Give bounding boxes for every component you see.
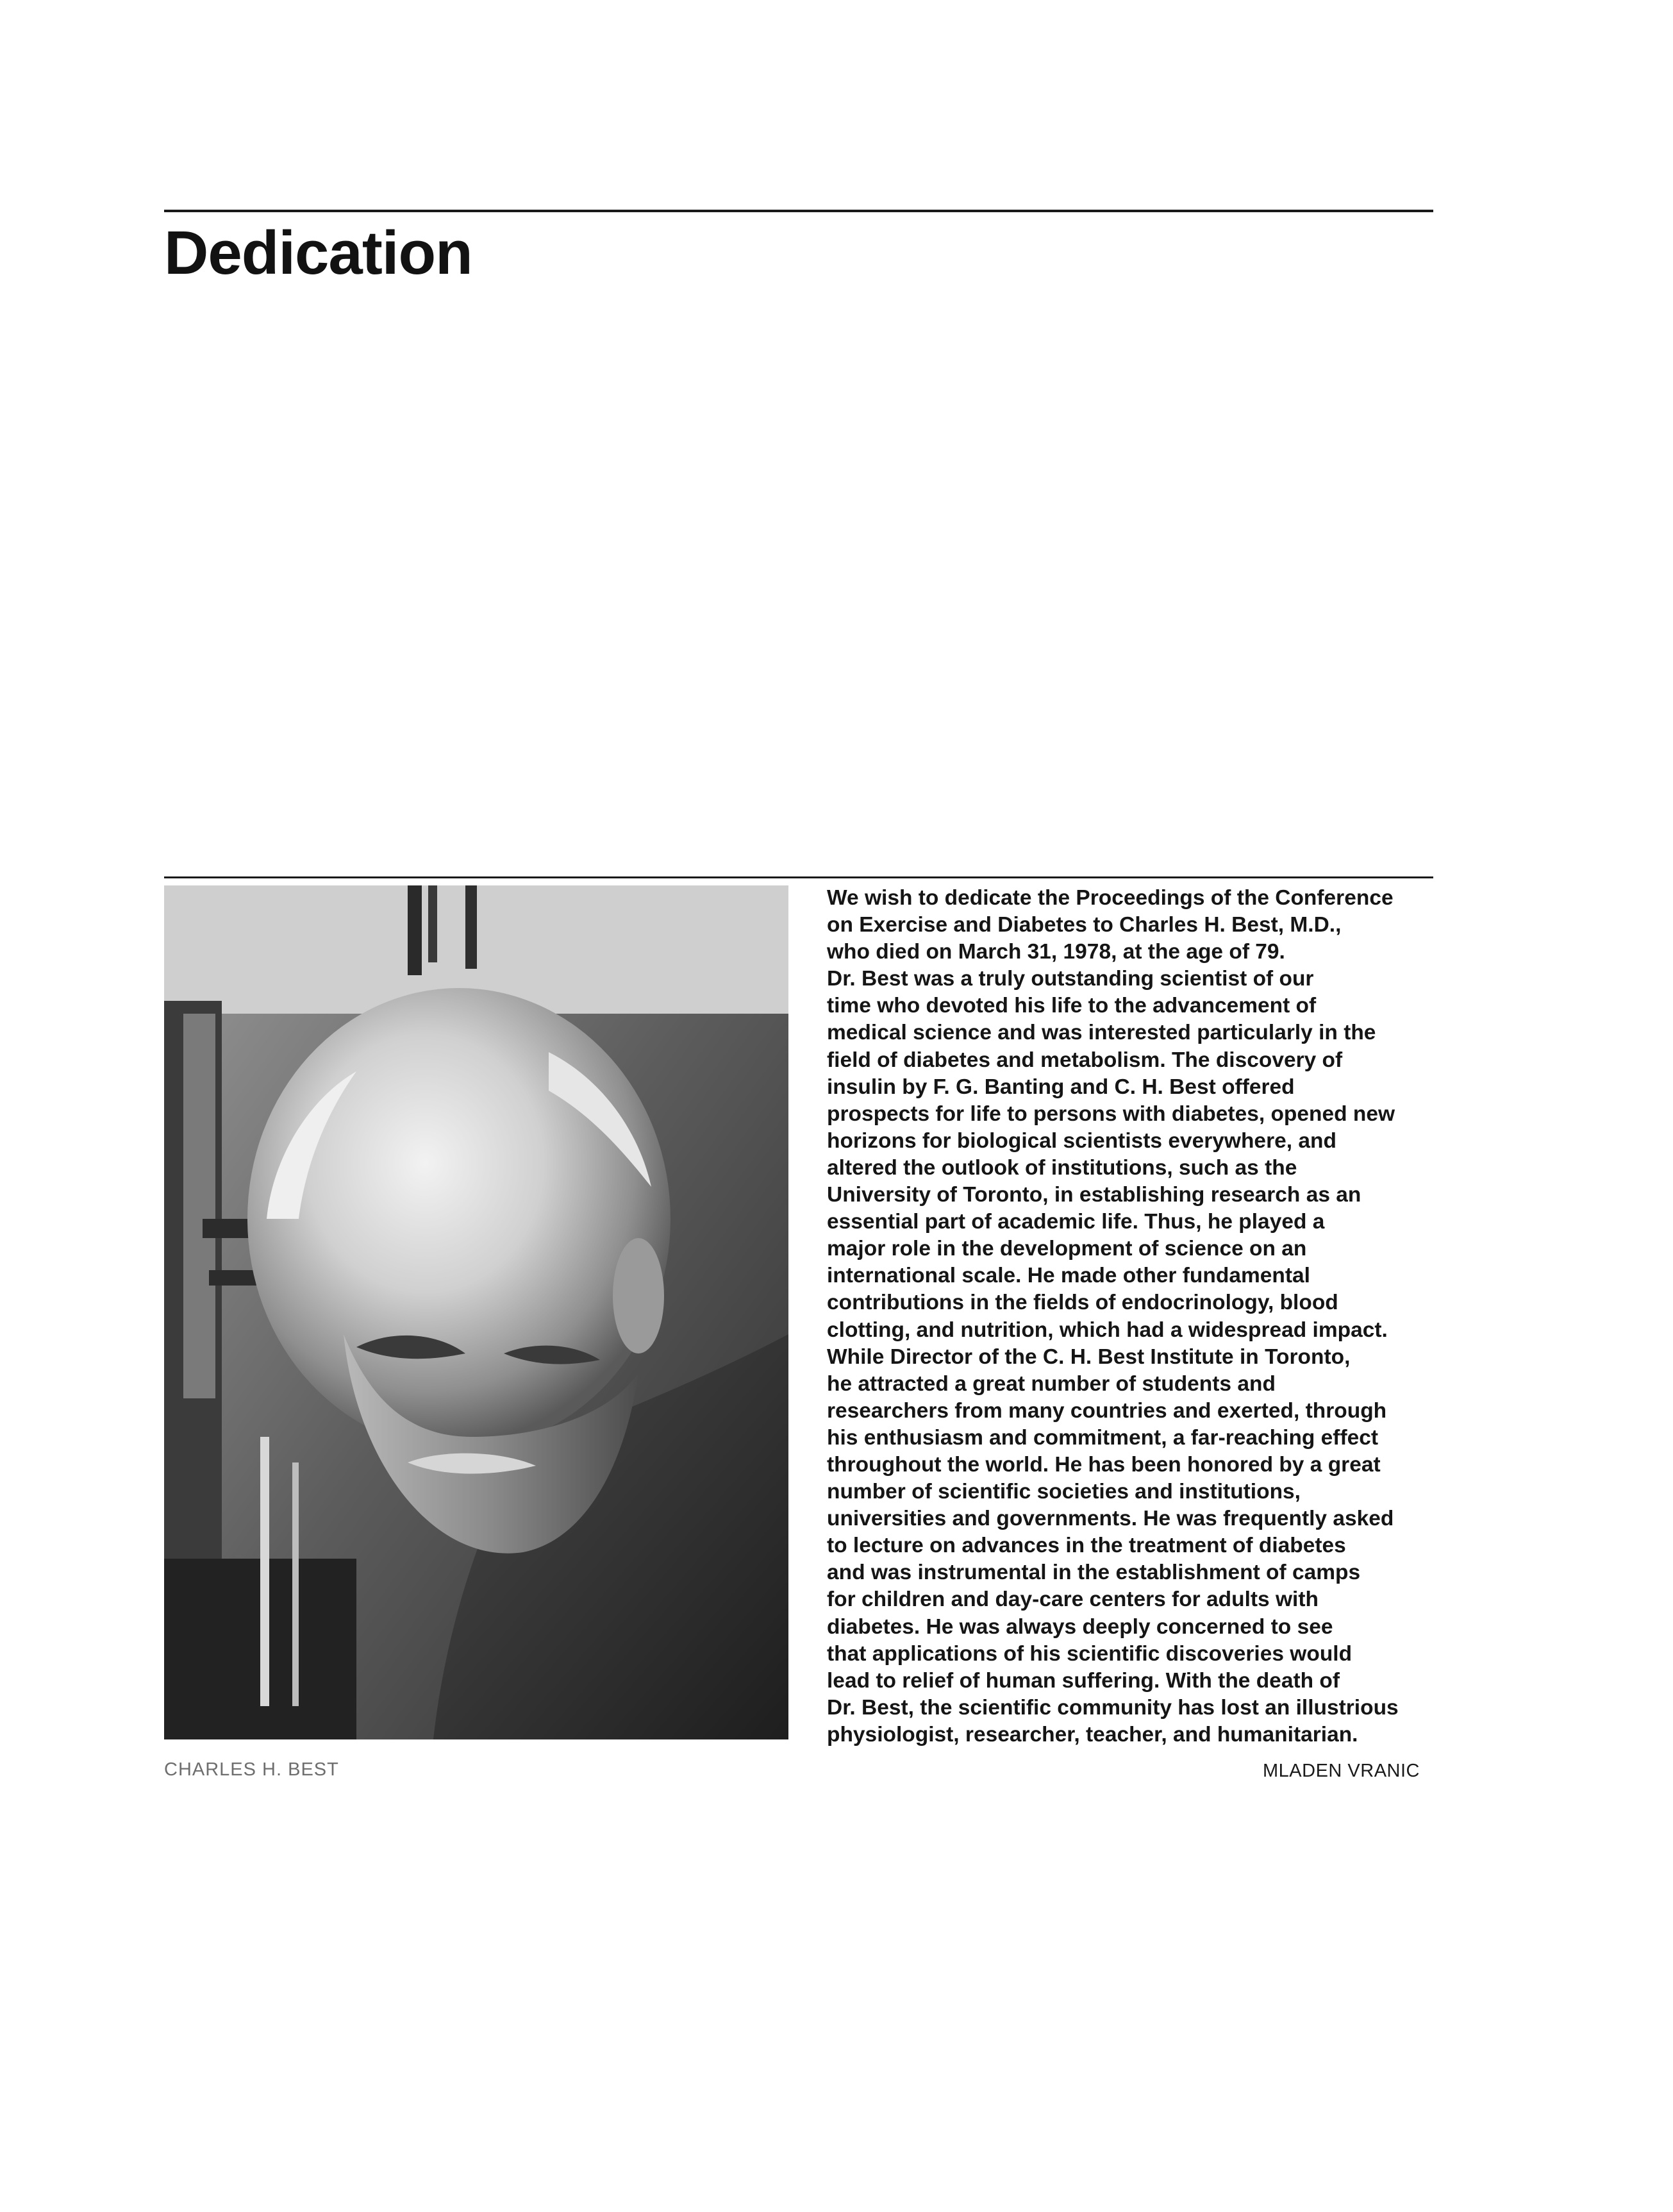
author-signature: MLADEN VRANIC — [1263, 1761, 1420, 1781]
title-top-rule — [164, 210, 1433, 212]
page-title: Dedication — [164, 219, 472, 287]
dedication-line: that applications of his scientific discoveries would — [827, 1641, 1353, 1666]
dedication-line: lead to relief of human suffering. With the death of — [827, 1668, 1340, 1693]
photo-caption: CHARLES H. BEST — [164, 1759, 339, 1780]
section-divider-rule — [164, 876, 1433, 878]
dedication-line: University of Toronto, in establishing research as an — [827, 1183, 1361, 1207]
dedication-line: on Exercise and Diabetes to Charles H. Best, M.D., — [827, 913, 1342, 937]
portrait-photo — [164, 885, 788, 1739]
dedication-line: prospects for life to persons with diabetes, opened new — [827, 1102, 1395, 1126]
dedication-line: for children and day-care centers for adults with — [827, 1588, 1319, 1612]
dedication-line: universities and governments. He was frequently asked — [827, 1507, 1394, 1531]
dedication-line: physiologist, researcher, teacher, and humanitarian. — [827, 1722, 1358, 1747]
dedication-line: insulin by F. G. Banting and C. H. Best offered — [827, 1075, 1295, 1099]
dedication-paragraph — [827, 885, 1442, 1748]
dedication-line: major role in the development of science on an — [827, 1237, 1307, 1261]
dedication-line: field of diabetes and metabolism. The discovery of — [827, 1048, 1343, 1072]
dedication-line: and was instrumental in the establishment of camps — [827, 1561, 1361, 1585]
dedication-line: researchers from many countries and exerted, through — [827, 1398, 1387, 1423]
dedication-line: international scale. He made other fundamental — [827, 1264, 1310, 1288]
dedication-line: Dr. Best was a truly outstanding scientist of our — [827, 967, 1314, 991]
dedication-line: Dr. Best, the scientific community has lost an illustrious — [827, 1695, 1399, 1720]
dedication-line: he attracted a great number of students and — [827, 1371, 1276, 1396]
dedication-line: time who devoted his life to the advancement of — [827, 994, 1317, 1018]
dedication-line: to lecture on advances in the treatment of diabetes — [827, 1534, 1346, 1558]
dedication-line: number of scientific societies and institutions, — [827, 1480, 1301, 1504]
dedication-line: essential part of academic life. Thus, he played a — [827, 1210, 1325, 1234]
dedication-line: horizons for biological scientists everywhere, and — [827, 1128, 1336, 1153]
dedication-line: We wish to dedicate the Proceedings of the Conference — [827, 886, 1394, 910]
dedication-line: While Director of the C. H. Best Institute in Toronto, — [827, 1345, 1351, 1369]
dedication-line: diabetes. He was always deeply concerned to see — [827, 1614, 1333, 1639]
dedication-line: altered the outlook of institutions, such as the — [827, 1155, 1297, 1180]
dedication-line: who died on March 31, 1978, at the age of 79. — [827, 940, 1285, 964]
dedication-line: throughout the world. He has been honored by a great — [827, 1452, 1381, 1477]
dedication-line: medical science and was interested particularly in the — [827, 1021, 1376, 1045]
dedication-line: clotting, and nutrition, which had a widespread impact. — [827, 1318, 1388, 1342]
dedication-line: his enthusiasm and commitment, a far-reaching effect — [827, 1425, 1379, 1450]
dedication-line: contributions in the fields of endocrinology, blood — [827, 1291, 1338, 1315]
